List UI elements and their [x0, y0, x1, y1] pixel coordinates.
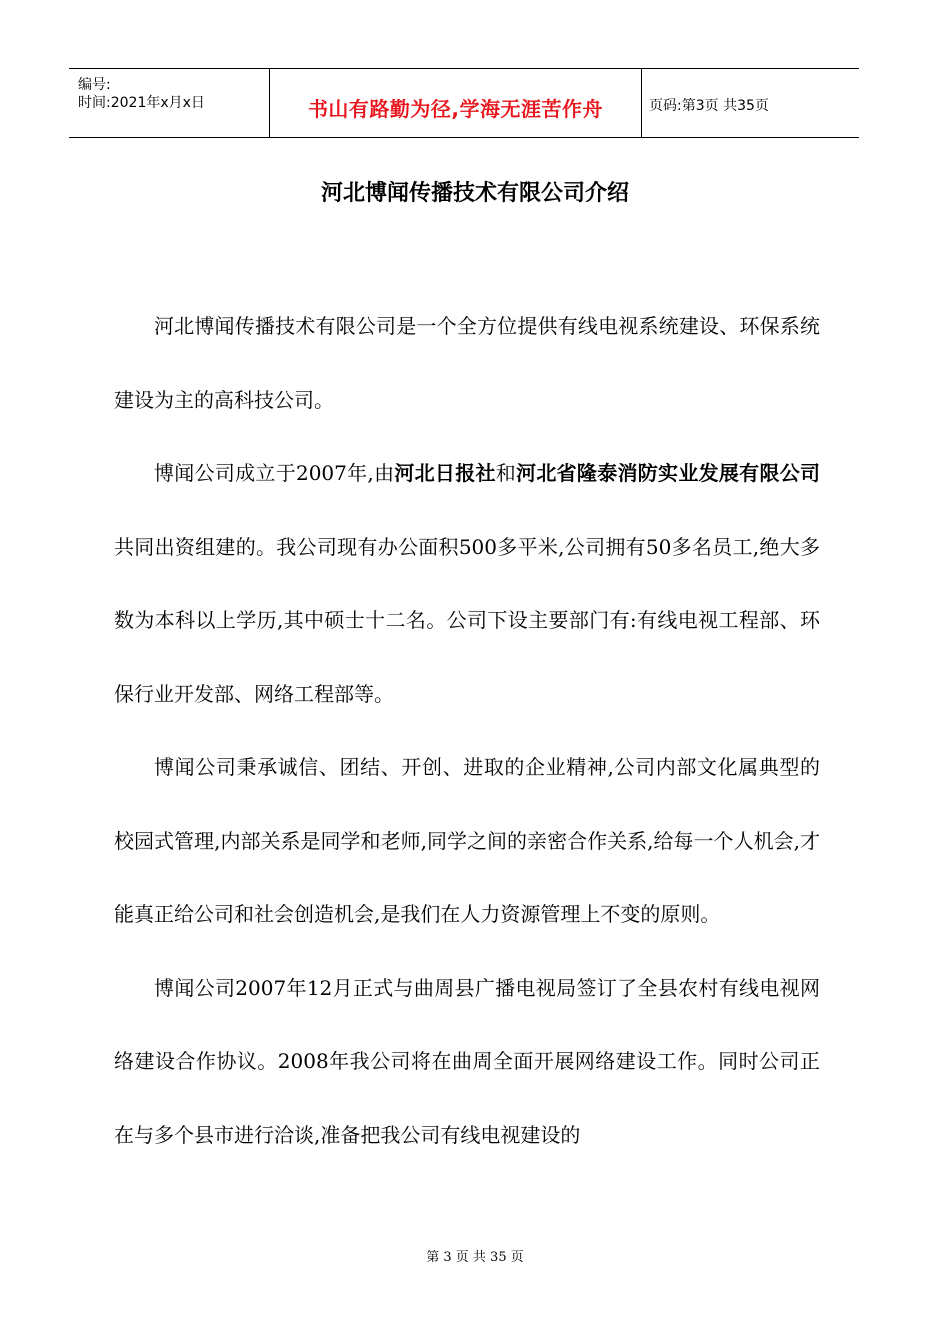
paragraph-3: 博闻公司秉承诚信、团结、开创、进取的企业精神,公司内部文化属典型的校园式管理,内部关系是同学和老师,同学之间的亲密合作关系,给每一个人机会,才能真正给公司和社会创造机会,是我们在人力资源管理上不变的原则。 — [114, 755, 820, 926]
paragraph-2 — [114, 437, 820, 731]
org-name-hebei-daily: 河北日报社 — [394, 461, 496, 485]
paragraph-2-part-c: 和 — [495, 461, 517, 485]
paragraph-4: 博闻公司2007年12月正式与曲周县广播电视局签订了全县农村有线电视网络建设合作协议。2008年我公司将在曲周全面开展网络建设工作。同时公司正在与多个县市进行洽谈,准备把我公司有线电视建设的 — [114, 975, 820, 1147]
header-meta — [69, 69, 269, 137]
document-title: 河北博闻传播技术有限公司介绍 — [320, 181, 629, 206]
header-page-info: 页码:第3页 共35页 — [649, 98, 769, 114]
header-motto-cell — [269, 69, 642, 137]
paragraph-2-part-a: 博闻公司成立于2007年,由 — [154, 461, 395, 485]
document-number-label: 编号: — [78, 77, 111, 93]
header-motto: 书山有路勤为径,学海无涯苦作舟 — [307, 97, 604, 121]
document-time-label: 时间:2021年x月x日 — [78, 95, 205, 111]
page-footer: 第 3 页 共 35 页 — [426, 1250, 524, 1265]
paragraph-2-part-e: 共同出资组建的。我公司现有办公面积500多平米,公司拥有50多名员工,绝大多数为本科以上学历,其中硕士十二名。公司下设主要部门有:有线电视工程部、环保行业开发部、网络工程部等。 — [114, 534, 820, 706]
paragraph-1: 河北博闻传播技术有限公司是一个全方位提供有线电视系统建设、环保系统建设为主的高科技公司。 — [114, 314, 820, 412]
org-name-longtai: 河北省隆泰消防实业发展有限公司 — [516, 461, 821, 485]
page-header — [69, 68, 859, 138]
header-page-cell — [641, 69, 859, 137]
document-body — [114, 290, 820, 1172]
